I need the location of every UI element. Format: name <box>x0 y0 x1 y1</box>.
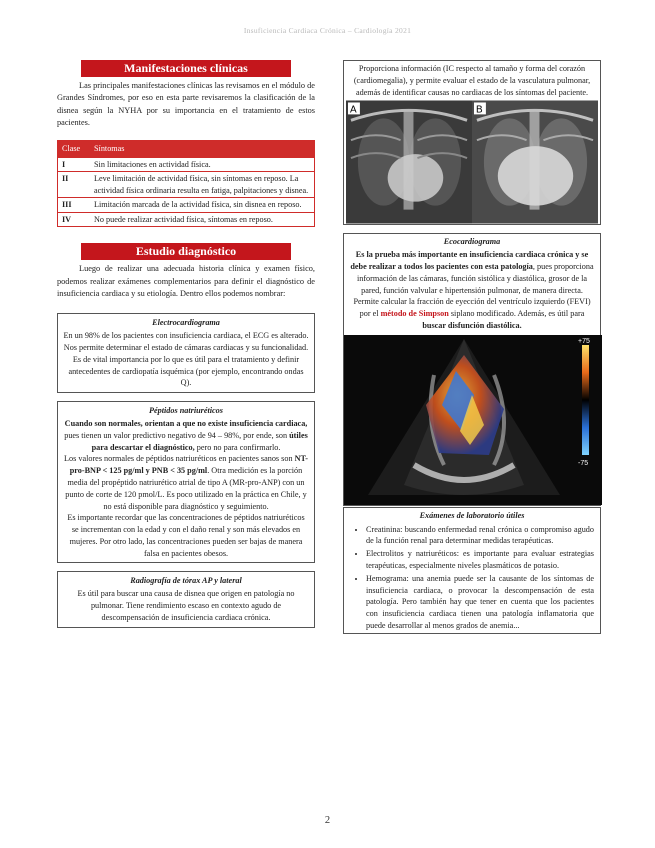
section-title-estudio: Estudio diagnóstico <box>81 243 291 260</box>
xray-label-b: B <box>475 104 483 116</box>
xray-label-a: A <box>349 104 357 116</box>
nyha-table-header <box>58 140 315 158</box>
peptidos-p3: Es importante recordar que las concentraciones de péptidos natriuréticos se incrementan con la edad y con el daño renal y son más elevados en mujeres. Por otro lado, las concentraciones pueden ser bajas de manera falsa en pacientes obesos. <box>67 513 305 558</box>
section-title-manifestaciones: Manifestaciones clínicas <box>81 60 291 77</box>
radiografia-text: Es útil para buscar una causa de disnea que origen en patología no pulmonar. Tiene rendimiento escaso en contexto agudo de descompensación de insuficiencia cardiaca crónica. <box>77 589 295 622</box>
nyha-class: III <box>58 198 91 213</box>
nyha-symptoms: Sin limitaciones en actividad física. <box>90 158 315 172</box>
list-item: • Creatinina: buscando enfermedad renal crónica o compromiso agudo de la función renal para determinar medidas terapéuticas. <box>366 524 594 548</box>
eco-text-bold: Es la prueba más importante en insuficiencia cardiaca crónica y se debe realizar a todos los pacientes con esta patología <box>350 250 589 271</box>
nyha-class: II <box>58 172 91 198</box>
running-header: Insuficiencia Cardiaca Crónica – Cardiología 2021 <box>243 26 412 35</box>
ecg-text: En un 98% de los pacientes con insuficiencia cardiaca, el ECG es alterado. Nos permite determinar el estado de cámaras cardiacas y su funcionalidad. Es de vital importancia por lo que es útil para el tratamiento y definir antecedentes de cardiopatía isquémica (por ejemplo, encontrando ondas Q). <box>63 331 309 388</box>
nyha-symptoms: Limitación marcada de la actividad física, sin disnea en reposo. <box>90 198 315 213</box>
radiografia-box <box>57 571 315 627</box>
table-row <box>58 158 315 172</box>
ecocardiograma-text <box>344 249 600 332</box>
echo-scale-top: +75 <box>578 337 590 345</box>
eco-text-2: siplano modificado. Además, es útil para <box>448 309 585 319</box>
chest-xray-images <box>344 100 600 224</box>
eco-text-1: , pues proporciona información de las cámaras, función sistólica y diastólica, grosor de la pared, función valvular e hipertensión pulmonar, de manera directa. Permite calcular la fracción de eyección del ventrículo izquierdo (FEVI) por el <box>353 261 594 319</box>
peptidos-p1-bold: Cuando son normales, orientan a que no existe insuficiencia cardiaca, <box>64 418 308 428</box>
nyha-class: IV <box>58 212 91 227</box>
peptidos-p2 <box>63 453 309 512</box>
peptidos-p1-text2: pero no para confirmarlo. <box>194 442 281 452</box>
peptidos-p1-bold2: útiles para descartar el diagnóstico, <box>91 430 308 452</box>
eco-text-bold2: buscar disfunción diastólica. <box>422 320 522 330</box>
nyha-class: I <box>58 158 91 172</box>
echo-scale-bottom: -75 <box>578 459 589 467</box>
chest-xray-a-image <box>346 100 472 224</box>
table-row <box>58 172 315 198</box>
laboratorio-list <box>344 524 600 632</box>
radiografia-continued-text: Proporciona información (IC respecto al tamaño y forma del corazón (cardiomegalia), y permite evaluar el estado de la vasculatura pulmonar, además de identificar causas no cardiacas de los síntomas del paciente. <box>353 64 591 97</box>
nyha-symptoms: No puede realizar actividad física, síntomas en reposo. <box>90 212 315 227</box>
right-column <box>343 60 601 634</box>
laboratorio-box <box>343 507 601 634</box>
table-row <box>58 212 315 227</box>
chest-xray-b-image <box>472 100 598 224</box>
list-item: • Electrolitos y natriuréticos: es importante para evaluar estrategias terapéuticas, especialmente niveles plasmáticos de potasio. <box>366 548 594 572</box>
peptidos-p2-text: Los valores normales de péptidos natriuréticos en pacientes sanos son <box>64 454 295 464</box>
ecg-title: Electrocardiograma <box>152 318 220 328</box>
radiografia-continued-box <box>343 60 601 225</box>
laboratorio-title: Exámenes de laboratorio útiles <box>419 510 525 520</box>
col-header-clase: Clase <box>58 140 91 158</box>
left-column <box>57 60 315 628</box>
peptidos-p1 <box>63 418 309 453</box>
estudio-paragraph: Luego de realizar una adecuada historia clínica y examen físico, podemos realizar exámenes complementarios para definir el diagnóstico de insuficiencia cardiaca y su etiología. Dentro ellos podemos nombrar: <box>57 264 315 298</box>
table-row <box>58 198 315 213</box>
peptidos-box <box>57 401 315 563</box>
nyha-symptoms: Leve limitación de actividad física, sin síntomas en reposo. La actividad física ordinaria resulta en fatiga, palpitaciones y disnea. <box>90 172 315 198</box>
list-item: • Hemograma: una anemia puede ser la causante de los síntomas de insuficiencia cardiaca, o provocar la descompensación de esta patología. Pero también hay que tener en cuenta que los pacientes con insuficiencia cardiaca tienen una patología inflamatoria que puede desarrollar al menos grados de anemia... <box>366 573 594 632</box>
nyha-table <box>57 140 315 228</box>
peptidos-p2-values: NT-pro-BNP < 125 pg/ml y PNB < 35 pg/ml <box>69 454 308 476</box>
echocardiogram-image <box>344 335 602 505</box>
peptidos-p2-text2: . Otra medición es la porción media del propéptido natriurético atrial de tipo A (MR-pro-ANP) con un punto de corte de 120 pmol/L. Es poco utilizado en la práctica en Chile, y no está disponible para diagnóstico y seguimiento. <box>65 466 307 511</box>
radiografia-title: Radiografía de tórax AP y lateral <box>130 576 242 586</box>
peptidos-title: Péptidos natriuréticos <box>149 406 223 416</box>
manifestaciones-paragraph: Las principales manifestaciones clínicas las revisamos en el módulo de Grandes Síndromes, por eso en esta parte revisaremos la clasificación de la disnea según la NYHA por su importancia en el tratamiento de estos pacientes. <box>57 81 315 128</box>
ecg-box <box>57 313 315 393</box>
ecocardiograma-title: Ecocardiograma <box>443 237 501 247</box>
peptidos-p1-text: pues tienen un valor predictivo negativo de 94 – 98%, por ende, son <box>64 430 290 440</box>
col-header-sintomas: Síntomas <box>90 140 315 158</box>
eco-simpson-highlight: método de Simpson <box>380 309 449 319</box>
page-number: 2 <box>324 815 331 826</box>
ecocardiograma-box <box>343 233 601 505</box>
